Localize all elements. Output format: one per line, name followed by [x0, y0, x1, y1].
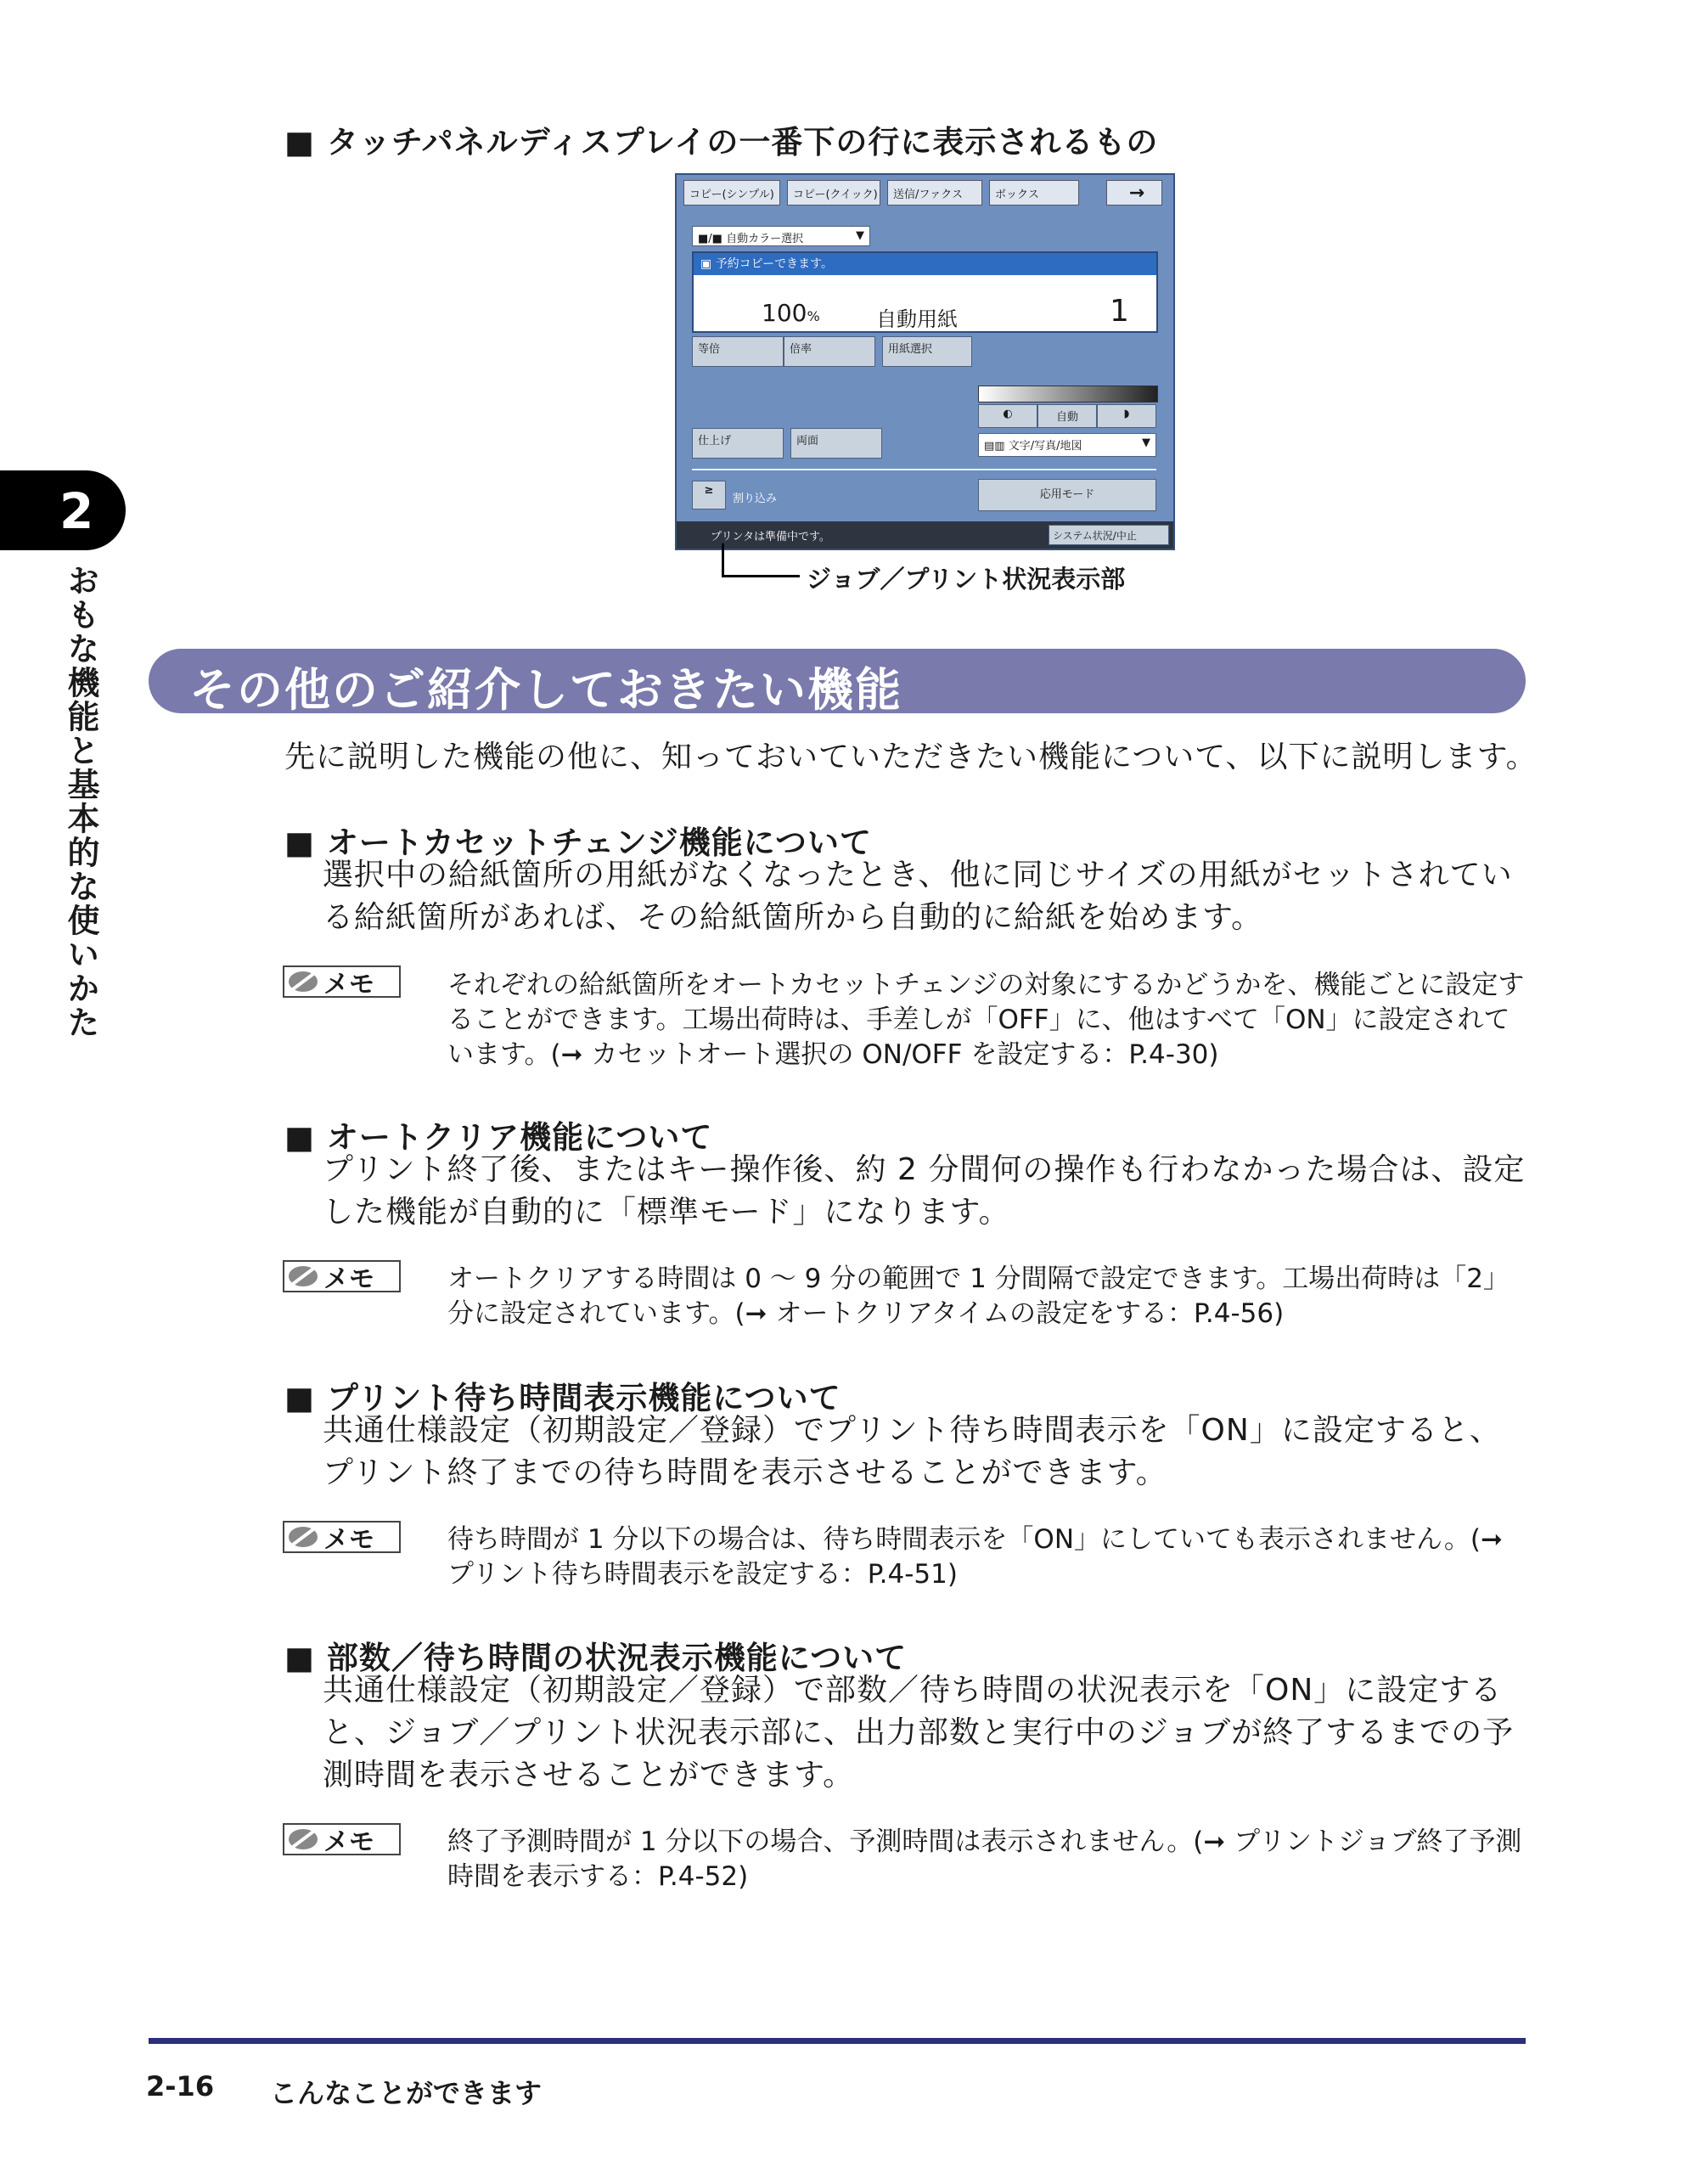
tab-copy-simple[interactable]: コピー(シンプル): [683, 180, 780, 205]
memo-badge: メモ: [283, 1823, 401, 1855]
callout-line: [722, 543, 724, 577]
copies-value: 1: [1110, 294, 1129, 329]
next-arrow-button[interactable]: →: [1106, 180, 1162, 205]
density-auto-button[interactable]: 自動: [1037, 404, 1097, 428]
square-bullet-icon: ■: [284, 1119, 315, 1156]
image-quality-dropdown[interactable]: ▤▥ 文字/写真/地図 ▼: [978, 433, 1156, 457]
lcd-message: 予約コピーできます。: [715, 257, 834, 271]
section-body: 共通仕様設定（初期設定／登録）で部数／待ち時間の状況表示を「ON」に設定すると、ジョブ／プリント状況表示部に、出力部数と実行中のジョブが終了するまでの予測時間を表示させることができます。: [323, 1673, 1515, 1793]
memo-text: それぞれの給紙箇所をオートカセットチェンジの対象にするかどうかを、機能ごとに設定することができます。工場出荷時は、手差しが「OFF」に、他はすべて「ON」に設定されています。(➞ カセットオート選択の ON/OFF を設定する：P.4-30): [447, 970, 1525, 1070]
interrupt-label: 割り込み: [733, 493, 778, 505]
square-bullet-icon: ■: [284, 124, 315, 160]
intro-text: 先に説明した機能の他に、知っておいていただきたい機能について、以下に説明します。: [284, 740, 1538, 774]
memo-text: 待ち時間が 1 分以下の場合は、待ち時間表示を「ON」にしていても表示されません。(➞ プリント待ち時間表示を設定する：P.4-51): [447, 1524, 1503, 1590]
chapter-title-vertical: おもな機能と基本的な使いかた: [62, 564, 99, 1039]
square-bullet-icon: ■: [284, 825, 315, 861]
pencil-icon: [288, 1526, 318, 1548]
section-heading: ■ オートクリア機能について: [284, 1119, 713, 1156]
finishing-button[interactable]: 仕上げ: [692, 428, 784, 459]
section-body: 選択中の給紙箇所の用紙がなくなったとき、他に同じサイズの用紙がセットされている給紙箇所があれば、その給紙箇所から自動的に給紙を始めます。: [323, 858, 1513, 935]
copy-icon: ▣: [700, 257, 716, 271]
status-line: プリンタは準備中です。: [711, 531, 830, 543]
section-banner: [149, 649, 1526, 717]
section-heading: ■ プリント待ち時間表示機能について: [284, 1380, 841, 1416]
paper-value: 自動用紙: [876, 307, 958, 331]
equal-size-button[interactable]: 等倍: [692, 336, 784, 367]
pencil-icon: [288, 971, 318, 993]
section-body: プリント終了後、またはキー操作後、約 2 分間何の操作も行わなかった場合は、設定した機能が自動的に「標準モード」になります。: [323, 1152, 1526, 1230]
lcd-display: [692, 251, 1158, 333]
density-light-button[interactable]: ◐: [978, 404, 1037, 428]
color-select-dropdown[interactable]: ■/■ 自動カラー選択 ▼: [692, 226, 870, 246]
status-bar: [677, 521, 1173, 549]
section-heading: ■ 部数／待ち時間の状況表示機能について: [284, 1640, 908, 1676]
callout-line-horizontal: [722, 575, 800, 577]
color-mode-icon: ■/■: [698, 233, 727, 245]
banner-title: その他のご紹介しておきたい機能: [189, 663, 902, 717]
tab-box[interactable]: ボックス: [989, 180, 1079, 205]
density-slider[interactable]: [978, 386, 1158, 402]
density-dark-button[interactable]: ◗: [1097, 404, 1156, 428]
tab-copy-quick[interactable]: コピー(クイック): [787, 180, 880, 205]
ratio-value: 100%: [762, 299, 820, 327]
pencil-icon: [288, 1828, 318, 1850]
chapter-number: 2: [59, 482, 94, 540]
memo-badge: メモ: [283, 1521, 401, 1553]
section-heading: ■ オートカセットチェンジ機能について: [284, 825, 872, 861]
system-status-button[interactable]: システム状況/中止: [1049, 525, 1169, 545]
tab-send-fax[interactable]: 送信/ファクス: [887, 180, 982, 205]
chapter-tab: [0, 470, 126, 550]
callout-label: ジョブ／プリント状況表示部: [807, 565, 1126, 594]
square-bullet-icon: ■: [284, 1640, 315, 1676]
paper-select-button[interactable]: 用紙選択: [882, 336, 972, 367]
footer-title: こんなことができます: [270, 2077, 543, 2109]
section-body: 共通仕様設定（初期設定／登録）でプリント待ち時間表示を「ON」に設定すると、プリント終了までの待ち時間を表示させることができます。: [323, 1413, 1501, 1490]
section-heading-top: ■ タッチパネルディスプレイの一番下の行に表示されるもの: [284, 124, 1159, 160]
square-bullet-icon: ■: [284, 1380, 315, 1416]
image-type-icon: ▤▥: [984, 440, 1009, 453]
page-number: 2-16: [146, 2070, 215, 2102]
ratio-button[interactable]: 倍率: [784, 336, 875, 367]
memo-badge: メモ: [283, 965, 401, 998]
touch-panel-illustration: [675, 173, 1175, 550]
interrupt-icon: ≥: [704, 484, 714, 497]
special-mode-button[interactable]: 応用モード: [978, 479, 1156, 511]
memo-text: オートクリアする時間は 0 〜 9 分の範囲で 1 分間隔で設定できます。工場出荷時は「2」分に設定されています。(➞ オートクリアタイムの設定をする：P.4-56): [447, 1264, 1510, 1329]
footer-rule: [149, 2038, 1526, 2044]
duplex-button[interactable]: 両面: [790, 428, 882, 459]
memo-badge: メモ: [283, 1260, 401, 1292]
memo-text: 終了予測時間が 1 分以下の場合、予測時間は表示されません。(➞ プリントジョブ終了予測時間を表示する：P.4-52): [447, 1827, 1522, 1892]
interrupt-button[interactable]: [692, 481, 726, 509]
pencil-icon: [288, 1265, 318, 1287]
